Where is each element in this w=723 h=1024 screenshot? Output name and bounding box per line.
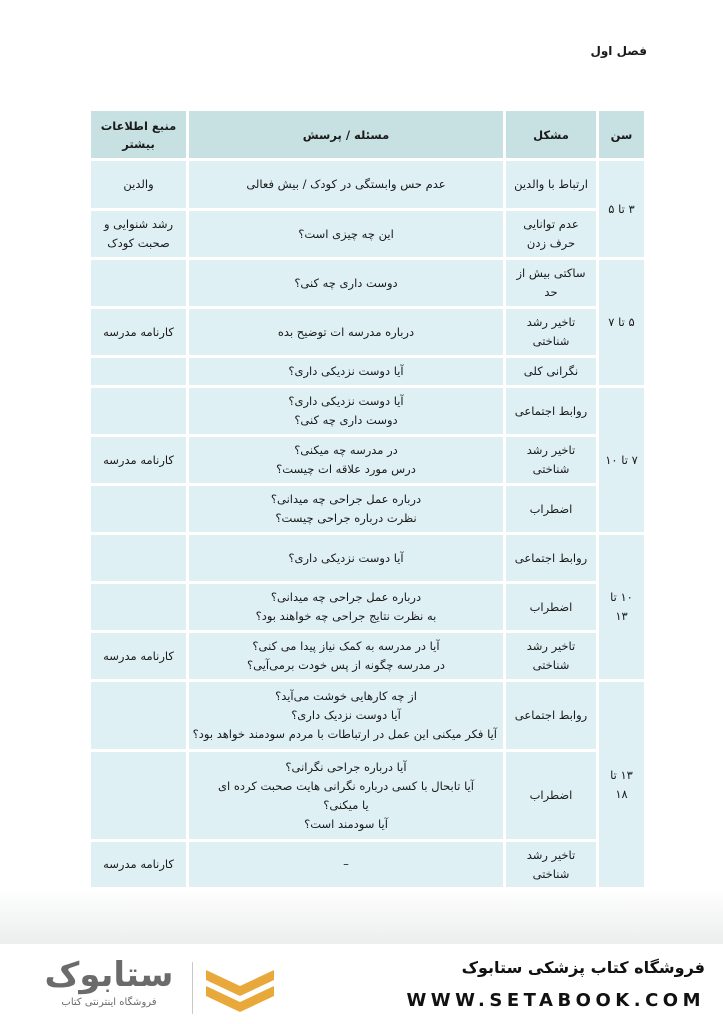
question-line: آیا دوست نزدیکی داری؟ (288, 394, 404, 408)
source-cell (90, 534, 188, 583)
question-line: درس مورد علاقه ات چیست؟ (276, 462, 416, 476)
source-cell: کارنامه مدرسه (90, 841, 188, 889)
table-row (90, 436, 646, 485)
logo-divider (192, 962, 193, 1014)
question-cell (188, 357, 505, 387)
question-cell (188, 681, 505, 751)
question-cell (188, 210, 505, 259)
table-row (90, 632, 646, 681)
chevron-logo-icon (200, 966, 280, 1016)
problem-cell: روابط اجتماعی (505, 387, 598, 436)
problem-cell: عدم توانایی حرف زدن (505, 210, 598, 259)
column-header-problem: مشکل (505, 110, 598, 160)
column-header-age: سن (598, 110, 646, 160)
problem-cell: تاخیر رشد شناختی (505, 436, 598, 485)
problem-cell: اضطراب (505, 485, 598, 534)
age-cell: ۱۳ تا ۱۸ (598, 681, 646, 889)
question-cell (188, 632, 505, 681)
logo-subtitle: فروشگاه اینترنتی کتاب (61, 997, 157, 1008)
table-header-row (90, 110, 646, 160)
problem-cell: ساکتی بیش از حد (505, 259, 598, 308)
table-row (90, 160, 646, 210)
question-line: آیا سودمند است؟ (304, 816, 388, 831)
age-problem-table (88, 108, 647, 890)
question-line: – (343, 857, 349, 871)
question-cell (188, 160, 505, 210)
source-cell (90, 259, 188, 308)
table-row (90, 308, 646, 357)
question-cell (188, 841, 505, 889)
question-cell (188, 387, 505, 436)
page-bottom-shadow (0, 888, 723, 944)
question-cell (188, 583, 505, 632)
question-line: این چه چیزی است؟ (298, 226, 394, 241)
question-line: آیا در مدرسه به کمک نیاز پیدا می کنی؟ (252, 639, 440, 653)
table-row (90, 259, 646, 308)
age-cell: ۵ تا ۷ (598, 259, 646, 387)
question-cell (188, 259, 505, 308)
column-header-source: منبع اطلاعات بیشتر (90, 110, 188, 160)
question-cell (188, 308, 505, 357)
question-line: دوست داری چه کنی؟ (294, 413, 398, 427)
question-line: آیا درباره جراحی نگرانی؟ (285, 759, 407, 774)
question-line: نظرت درباره جراحی چیست؟ (275, 511, 417, 525)
problem-cell: اضطراب (505, 751, 598, 841)
question-line: از چه کارهایی خوشت می‌آید؟ (275, 689, 417, 703)
table-body (90, 160, 646, 889)
question-line: درباره عمل جراحی چه میدانی؟ (270, 590, 422, 604)
chapter-title: فصل اول (590, 44, 647, 58)
question-line: آیا فکر میکنی این عمل در ارتباطات با مردم سودمند خواهد بود؟ (192, 727, 497, 741)
source-cell: والدین (90, 160, 188, 210)
question-cell (188, 534, 505, 583)
source-cell (90, 357, 188, 387)
source-cell: کارنامه مدرسه (90, 436, 188, 485)
problem-cell: تاخیر رشد شناختی (505, 632, 598, 681)
question-line: آیا تابحال با کسی درباره نگرانی هایت صحبت کرده ای (217, 778, 475, 793)
source-cell: کارنامه مدرسه (90, 632, 188, 681)
source-cell (90, 751, 188, 841)
table-row (90, 357, 646, 387)
source-cell (90, 485, 188, 534)
source-cell (90, 681, 188, 751)
question-line: دوست داری چه کنی؟ (294, 275, 398, 290)
problem-cell: نگرانی کلی (505, 357, 598, 387)
problem-cell: تاخیر رشد شناختی (505, 841, 598, 889)
column-header-question: مسئله / پرسش (188, 110, 505, 160)
problem-cell: روابط اجتماعی (505, 681, 598, 751)
question-line: آیا دوست نزدیک داری؟ (291, 708, 401, 722)
question-cell (188, 436, 505, 485)
table-row (90, 387, 646, 436)
question-line: یا میکنی؟ (323, 797, 369, 812)
problem-cell: روابط اجتماعی (505, 534, 598, 583)
table-row (90, 681, 646, 751)
source-cell: رشد شنوایی و صحبت کودک (90, 210, 188, 259)
table-row (90, 583, 646, 632)
store-url[interactable]: WWW.SETABOOK.COM (406, 990, 705, 1011)
question-line: در مدرسه چه میکنی؟ (294, 443, 398, 457)
source-cell: کارنامه مدرسه (90, 308, 188, 357)
age-cell: ۷ تا ۱۰ (598, 387, 646, 534)
question-line: درباره عمل جراحی چه میدانی؟ (270, 492, 422, 506)
age-cell: ۱۰ تا ۱۳ (598, 534, 646, 681)
source-cell (90, 387, 188, 436)
question-cell (188, 485, 505, 534)
question-line: به نظرت نتایج جراحی چه خواهند بود؟ (255, 609, 437, 623)
table-row (90, 534, 646, 583)
question-cell (188, 751, 505, 841)
table-row (90, 485, 646, 534)
problem-cell: ارتباط با والدین (505, 160, 598, 210)
question-line: آیا دوست نزدیکی داری؟ (288, 364, 404, 378)
problem-cell: اضطراب (505, 583, 598, 632)
problem-cell: تاخیر رشد شناختی (505, 308, 598, 357)
table-row (90, 841, 646, 889)
age-cell: ۳ تا ۵ (598, 160, 646, 259)
table-row (90, 751, 646, 841)
store-name: فروشگاه کتاب پزشکی ستابوک (461, 958, 705, 977)
question-line: درباره مدرسه ات توضیح بده (277, 324, 415, 339)
source-cell (90, 583, 188, 632)
question-line: عدم حس وابستگی در کودک / بیش فعالی (246, 177, 446, 191)
logo-text: ستابوک (44, 955, 174, 995)
question-line: در مدرسه چگونه از پس خودت برمی‌آیی؟ (247, 658, 445, 672)
table-row (90, 210, 646, 259)
question-line: آیا دوست نزدیکی داری؟ (288, 550, 404, 565)
